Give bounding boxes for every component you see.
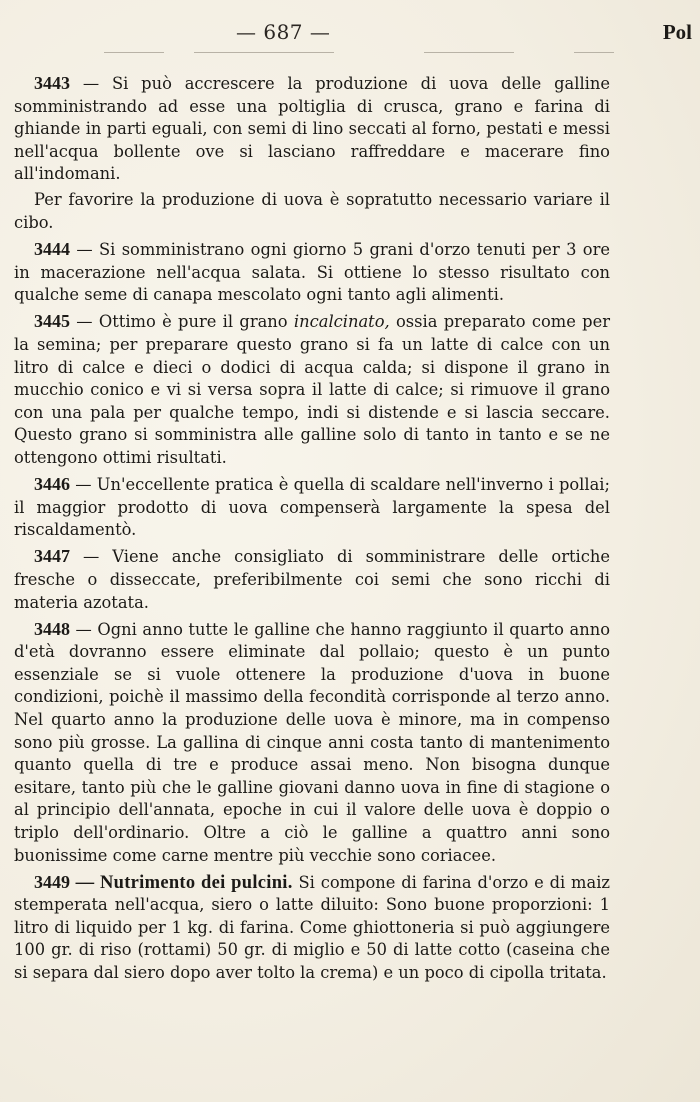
paragraph-3444 bbox=[14, 238, 610, 307]
paragraph-3449 bbox=[14, 871, 610, 985]
running-head bbox=[14, 18, 692, 58]
entry-number: 3444 bbox=[34, 239, 70, 260]
paragraph-text: Si compone di farina d'orzo e di maiz stemperata nell'acqua, siero o latte diluito: Sono buone proporzioni: 1 litro di liquido per 1 kg. di farina. Come ghiottoneria si può aggiungere 100 gr. di riso (rottami) 50 gr. di miglio e 50 di latte cotto (caseina che si separa dal siero dopo aver tolto la crema) e un poco di cipolla tritata. bbox=[14, 872, 610, 983]
paragraph-3448 bbox=[14, 618, 610, 868]
entry-number: 3445 bbox=[34, 311, 70, 332]
body-text bbox=[14, 72, 610, 988]
header-rule bbox=[424, 52, 514, 53]
entry-number: 3446 bbox=[34, 474, 70, 495]
entry-number: 3447 bbox=[34, 546, 70, 567]
page-number: — 687 — bbox=[236, 20, 331, 44]
paragraph-text: Per favorire la produzione di uova è sopratutto necessario variare il cibo. bbox=[14, 190, 610, 233]
paragraph-note bbox=[14, 189, 610, 234]
paragraph-text: — Ogni anno tutte le galline che hanno raggiunto il quarto anno d'età dovranno essere eliminate dal pollaio; questo è un punto essenziale se si vuole ottenere la produzione d'uova in buone condizioni, poichè il massimo della fecondità corrisponde al terzo anno. Nel quarto anno la produzione delle uova è minore, ma in compenso sono più grosse. La gallina di cinque anni costa tanto di mantenimento quanto quella di tre e produce assai meno. Non bisogna dunque esitare, tanto più che le galline giovani danno uova in fine di stagione o al principio dell'annata, epoche in cui il valore delle uova è doppio o triplo dell'ordinario. Oltre a ciò le galline a quattro anni sono buonissime come carne mentre più vecchie sono coriacee. bbox=[14, 619, 610, 865]
section-title: — Nutrimento dei pulcini. bbox=[70, 872, 293, 893]
section-label: Pol bbox=[662, 20, 692, 44]
entry-number: 3448 bbox=[34, 618, 70, 639]
paragraph-text: — Ottimo è pure il grano bbox=[70, 312, 294, 332]
paragraph-text: — Un'eccellente pratica è quella di scaldare nell'inverno i pollai; il maggior prodotto di uova compenserà largamente la spesa del riscaldamentò. bbox=[14, 475, 610, 540]
header-rule bbox=[104, 52, 164, 53]
header-rule bbox=[194, 52, 334, 53]
paragraph-3447 bbox=[14, 545, 610, 614]
paragraph-text: — Si può accrescere la produzione di uova delle galline somministrando ad esse una poltiglia di crusca, grano e farina di ghiande in parti eguali, con semi di lino seccati al forno, pestati e messi nell'acqua bollente ove si lasciano raffreddare e macerare fino all'indomani. bbox=[14, 74, 610, 184]
paragraph-3443 bbox=[14, 72, 610, 186]
paragraph-text: — Viene anche consigliato di somministrare delle ortiche fresche o disseccate, preferibilmente coi semi che sono ricchi di materia azotata. bbox=[14, 547, 610, 612]
entry-number: 3449 bbox=[34, 871, 70, 892]
paragraph-3446 bbox=[14, 473, 610, 542]
paragraph-text: ossia preparato come per la semina; per preparare questo grano si fa un latte di calce con un litro di calce e dieci o dodici di acqua calda; si dispone il grano in mucchio conico e vi si versa sopra il latte di calce; si rimuove il grano con una pala per qualche tempo, indi si distende e si lascia seccare. Questo grano si somministra alle galline solo di tanto in tanto e se ne ottengono ottimi risultati. bbox=[14, 312, 610, 467]
paragraph-text: — Si somministrano ogni giorno 5 grani d'orzo tenuti per 3 ore in macerazione nell'acqua salata. Si ottiene lo stesso risultato con qualche seme di canapa mescolato ogni tanto agli alimenti. bbox=[14, 240, 610, 305]
entry-number: 3443 bbox=[34, 73, 70, 93]
paragraph-3445 bbox=[14, 310, 610, 469]
italic-term: incalcinato, bbox=[293, 312, 390, 332]
header-rule bbox=[574, 52, 614, 53]
